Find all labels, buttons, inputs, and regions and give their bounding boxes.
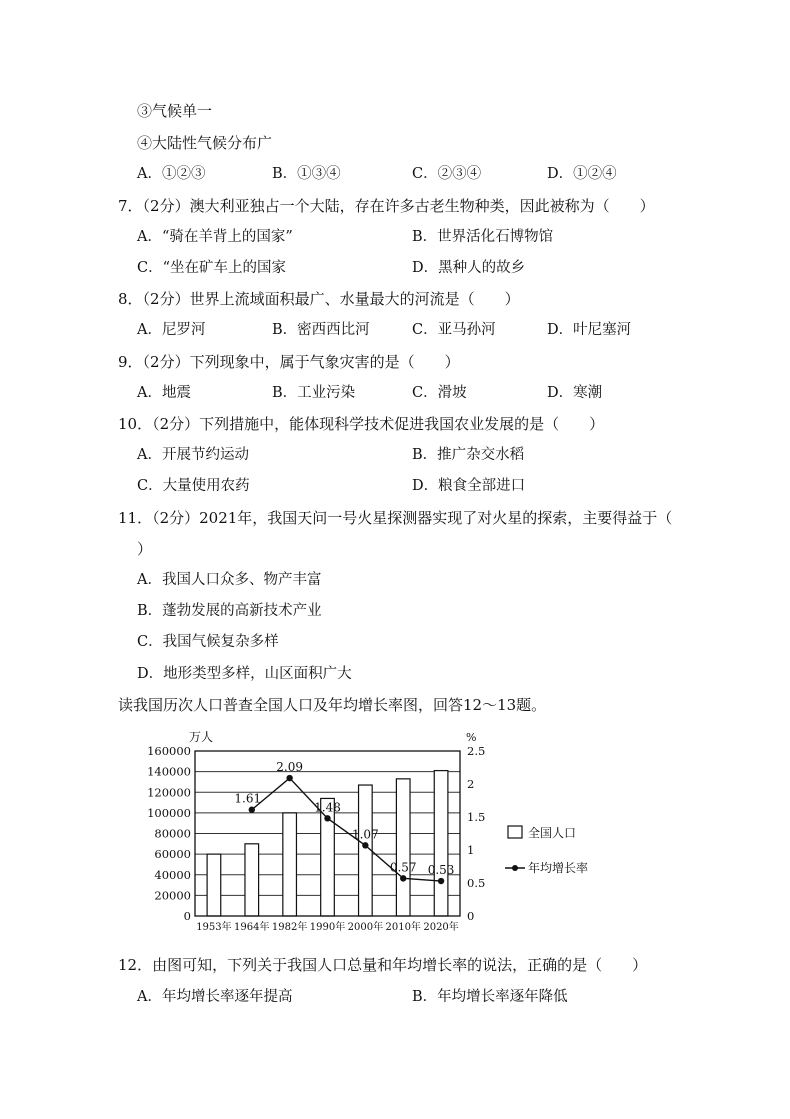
q7-stem: 7．（2分）澳大利亚独占一个大陆，存在许多古老生物种类，因此被称为（ ） (118, 197, 655, 215)
category-label: 1953年 (196, 922, 232, 933)
population-bar (207, 854, 221, 916)
q6-item-4: ④大陆性气候分布广 (137, 134, 273, 152)
q9-option-d: D．寒潮 (547, 385, 603, 401)
q9-option-a: A．地震 (137, 385, 191, 401)
q6-option-a: A．①②③ (137, 166, 206, 182)
left-tick-label: 0 (183, 909, 191, 923)
q11-option-c: C．我国气候复杂多样 (137, 634, 279, 650)
q10-option-a: A．开展节约运动 (137, 447, 249, 463)
left-tick-label: 20000 (154, 888, 191, 903)
population-bar (245, 844, 259, 916)
population-bar (434, 771, 448, 916)
growth-rate-label: 1.61 (234, 791, 262, 806)
growth-rate-label: 1.48 (314, 800, 341, 815)
category-label: 1990年 (309, 922, 346, 933)
q10-option-d: D．粮食全部进口 (412, 478, 526, 494)
q11-stem-continued: ） (137, 540, 153, 558)
left-axis-unit: 万人 (189, 730, 214, 744)
left-tick-label: 100000 (147, 805, 191, 820)
left-tick-label: 60000 (154, 847, 191, 862)
population-bar (283, 813, 297, 916)
q6-option-c: C．②③④ (412, 166, 482, 182)
population-bar (359, 785, 373, 916)
legend-line-label: 年均增长率 (528, 861, 589, 875)
growth-rate-label: 1.07 (351, 827, 379, 842)
growth-rate-point (286, 775, 292, 781)
left-tick-label: 160000 (147, 744, 191, 758)
right-tick-label: 0 (467, 909, 475, 923)
population-chart (147, 726, 620, 938)
q12-stem: 12．由图可知，下列关于我国人口总量和年均增长率的说法，正确的是（ ） (118, 956, 648, 974)
right-tick-label: 2 (467, 777, 475, 791)
left-tick-label: 140000 (147, 764, 191, 779)
chart-legend (505, 825, 588, 875)
q8-option-a: A．尼罗河 (137, 322, 206, 338)
legend-bar-swatch (508, 826, 522, 838)
category-label: 2020年 (423, 922, 459, 933)
chart-intro: 读我国历次人口普查全国人口及年均增长率图，回答12～13题。 (118, 696, 547, 714)
right-tick-label: 0.5 (467, 876, 486, 890)
q7-option-c: C．“坐在矿车上的国家 (137, 260, 287, 276)
growth-rate-point (438, 878, 444, 884)
growth-rate-point (362, 842, 368, 848)
growth-rate-point (324, 815, 330, 821)
growth-rate-point (400, 875, 406, 881)
q11-option-b: B．蓬勃发展的高新技术产业 (137, 603, 322, 619)
q12-option-a: A．年均增长率逐年提高 (137, 989, 293, 1005)
left-tick-label: 80000 (154, 826, 191, 841)
right-axis-unit: % (466, 731, 477, 744)
left-tick-label: 120000 (147, 785, 191, 800)
q11-option-d: D．地形类型多样，山区面积广大 (137, 666, 352, 682)
q9-option-b: B．工业污染 (272, 385, 356, 401)
category-label: 2010年 (385, 922, 421, 933)
legend-bar-label: 全国人口 (528, 826, 577, 840)
q10-option-b: B．推广杂交水稻 (412, 447, 525, 463)
q7-option-a: A．“骑在羊背上的国家” (137, 229, 293, 245)
q9-stem: 9．（2分）下列现象中，属于气象灾害的是（ ） (118, 353, 460, 371)
q6-option-d: D．①②④ (547, 166, 617, 182)
right-tick-label: 2.5 (467, 744, 486, 758)
growth-rate-label: 0.57 (389, 860, 417, 875)
q9-option-c: C．滑坡 (412, 385, 467, 401)
q12-option-b: B．年均增长率逐年降低 (412, 989, 568, 1005)
right-tick-label: 1.5 (467, 810, 486, 824)
q7-option-b: B．世界活化石博物馆 (412, 229, 554, 245)
q8-option-b: B．密西西比河 (272, 322, 370, 338)
q11-stem: 11．（2分）2021年，我国天问一号火星探测器实现了对火星的探索，主要得益于（ (118, 509, 673, 527)
population-bar (396, 779, 410, 916)
category-label: 1982年 (271, 922, 308, 933)
q10-option-c: C．大量使用农药 (137, 478, 250, 494)
right-tick-label: 1 (467, 843, 475, 857)
q6-option-b: B．①③④ (272, 166, 341, 182)
q6-item-3: ③气候单一 (137, 102, 213, 120)
q10-stem: 10．（2分）下列措施中，能体现科学技术促进我国农业发展的是（ ） (118, 415, 605, 433)
legend-line-marker (512, 865, 518, 871)
q8-option-d: D．叶尼塞河 (547, 322, 632, 338)
left-tick-label: 40000 (154, 867, 191, 882)
growth-rate-point (249, 807, 255, 813)
growth-rate-label: 2.09 (276, 760, 304, 775)
q8-option-c: C．亚马孙河 (412, 322, 496, 338)
q11-option-a: A．我国人口众多、物产丰富 (137, 572, 322, 588)
growth-rate-label: 0.53 (427, 863, 455, 878)
q8-stem: 8．（2分）世界上流域面积最广、水量最大的河流是（ ） (118, 290, 520, 308)
category-label: 1964年 (234, 922, 270, 933)
q7-option-d: D．黑种人的故乡 (412, 260, 526, 276)
category-label: 2000年 (347, 922, 384, 933)
